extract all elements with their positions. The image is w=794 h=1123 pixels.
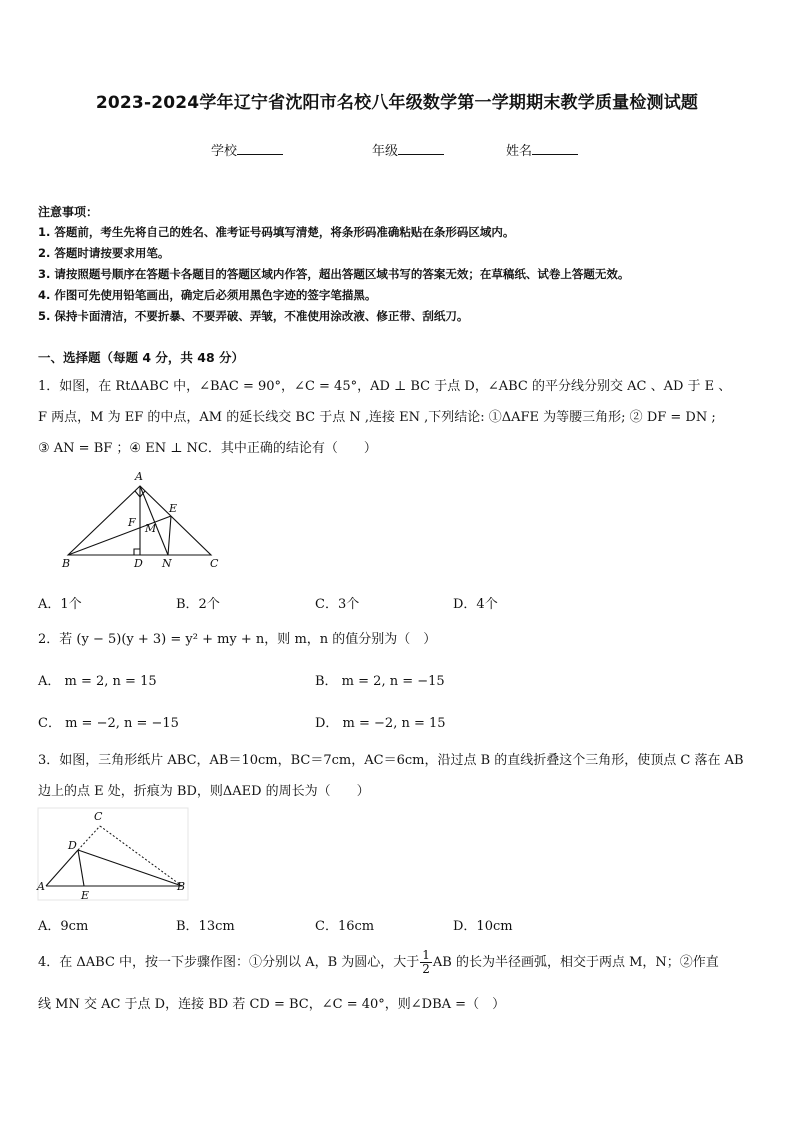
q3-line-1: 3．如图，三角形纸片 ABC，AB＝10cm，BC＝7cm，AC＝6cm，沿过点 B 的直线折叠这个三角形，使顶点 C 落在 AB bbox=[38, 753, 744, 768]
notice-item: 3. 请按照题号顺序在答题卡各题目的答题区域内作答，超出答题区域书写的答案无效；在草稿纸、试卷上答题无效。 bbox=[38, 267, 630, 281]
q1-line-3: ③ AN = BF ；④ EN ⊥ NC．其中正确的结论有（ ） bbox=[38, 441, 377, 456]
school-blank bbox=[237, 141, 283, 155]
q3-label-c: C bbox=[94, 810, 103, 823]
notice-item: 1. 答题前，考生先将自己的姓名、准考证号码填写清楚，将条形码准确粘贴在条形码区域内。 bbox=[38, 225, 515, 239]
q3-label-a: A bbox=[37, 880, 45, 893]
q1-line-1: 1．如图，在 RtΔABC 中，∠BAC = 90°，∠C = 45°，AD ⊥ BC 于点 D，∠ABC 的平分线分别交 AC 、AD 于 E 、 bbox=[38, 379, 732, 394]
q3-label-b: B bbox=[177, 880, 186, 893]
q2-option-b[interactable]: B． m = 2, n = −15 bbox=[315, 674, 445, 689]
q3-option-b[interactable]: B．13cm bbox=[176, 919, 235, 934]
q4-fraction bbox=[420, 949, 432, 976]
q4-line-1-start: 4．在 ΔABC 中，按一下步骤作图：①分别以 A，B 为圆心，大于 bbox=[38, 955, 420, 970]
q1-line-2: F 两点，M 为 EF 的中点，AM 的延长线交 BC 于点 N ,连接 EN ,下列结论: ①ΔAFE 为等腰三角形; ② DF = DN ; bbox=[38, 410, 716, 425]
q4-fraction-den: 2 bbox=[422, 962, 430, 976]
q4-line-1-end: AB 的长为半径画弧，相交于两点 M，N；②作直 bbox=[432, 955, 719, 970]
q1-option-a[interactable]: A．1个 bbox=[38, 597, 82, 612]
q3-label-e: E bbox=[81, 889, 90, 902]
q3-line-2: 边上的点 E 处，折痕为 BD，则ΔAED 的周长为（ ） bbox=[38, 784, 370, 799]
q1-label-b: B bbox=[62, 557, 71, 570]
q3-fold-figure bbox=[34, 806, 192, 902]
q1-label-f: F bbox=[128, 516, 136, 529]
q1-label-d: D bbox=[134, 557, 143, 570]
notice-item: 2. 答题时请按要求用笔。 bbox=[38, 246, 170, 260]
q1-label-c: C bbox=[210, 557, 219, 570]
q1-label-a: A bbox=[135, 470, 143, 483]
notice-item: 5. 保持卡面清洁，不要折暴、不要弄破、弄皱，不准使用涂改液、修正带、刮纸刀。 bbox=[38, 309, 469, 323]
q2-option-c[interactable]: C． m = −2, n = −15 bbox=[38, 716, 179, 731]
grade-field bbox=[372, 140, 444, 159]
q1-label-n: N bbox=[162, 557, 172, 570]
q3-option-a[interactable]: A．9cm bbox=[38, 919, 89, 934]
q4-line-1 bbox=[38, 949, 719, 976]
q3-option-d[interactable]: D．10cm bbox=[453, 919, 513, 934]
school-label: 学校 bbox=[211, 144, 238, 159]
q1-label-e: E bbox=[169, 502, 178, 515]
q1-option-d[interactable]: D．4个 bbox=[453, 597, 498, 612]
notice-heading: 注意事项： bbox=[38, 205, 99, 219]
grade-label: 年级 bbox=[372, 144, 399, 159]
q2-option-d[interactable]: D． m = −2, n = 15 bbox=[315, 716, 446, 731]
q4-line-2: 线 MN 交 AC 于点 D，连接 BD 若 CD = BC，∠C = 40°，则∠DBA =（ ） bbox=[38, 997, 506, 1012]
q2-option-a[interactable]: A． m = 2, n = 15 bbox=[38, 674, 157, 689]
section-heading: 一、选择题（每题 4 分，共 48 分） bbox=[38, 350, 245, 365]
q1-option-c[interactable]: C．3个 bbox=[315, 597, 360, 612]
q1-triangle-figure bbox=[58, 468, 226, 572]
school-field bbox=[211, 140, 283, 159]
q1-option-b[interactable]: B．2个 bbox=[176, 597, 220, 612]
grade-blank bbox=[398, 141, 444, 155]
notice-item: 4. 作图可先使用铅笔画出，确定后必须用黑色字迹的签字笔描黑。 bbox=[38, 288, 377, 302]
q3-option-c[interactable]: C．16cm bbox=[315, 919, 375, 934]
q2-stem: 2．若 (y − 5)(y + 3) = y² + my + n，则 m，n 的值分别为（ ） bbox=[38, 632, 437, 647]
page-title: 2023-2024学年辽宁省沈阳市名校八年级数学第一学期期末教学质量检测试题 bbox=[95, 93, 699, 113]
q3-label-d: D bbox=[68, 839, 77, 852]
q1-label-m: M bbox=[145, 522, 157, 535]
name-blank bbox=[532, 141, 578, 155]
name-field bbox=[506, 140, 578, 159]
q4-fraction-num: 1 bbox=[422, 948, 430, 962]
name-label: 姓名 bbox=[506, 144, 533, 159]
